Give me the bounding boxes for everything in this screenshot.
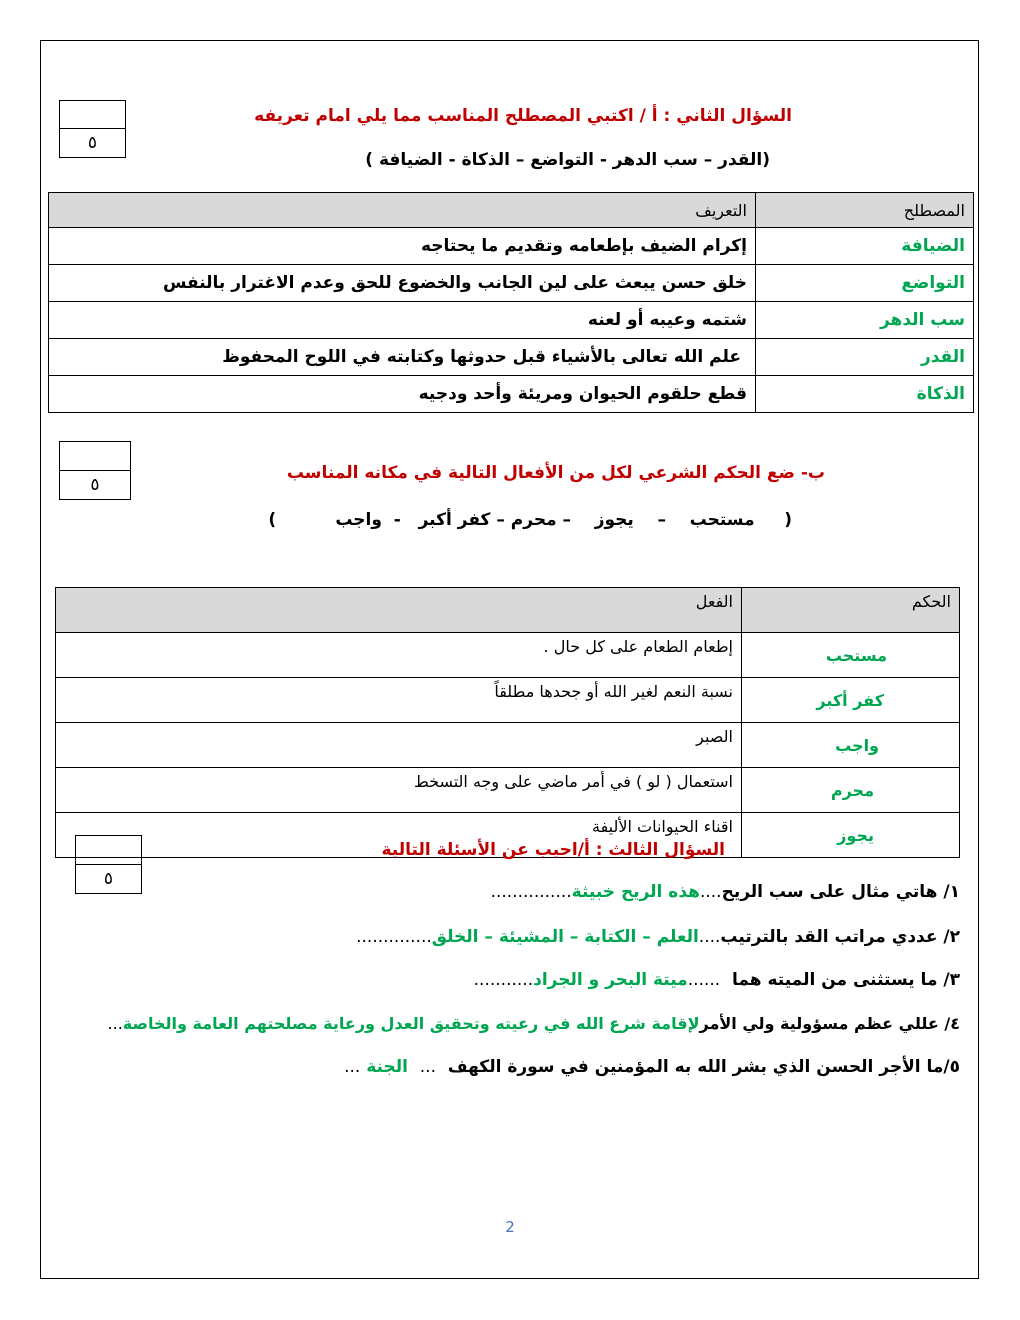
rule-cell: كفر أكبر xyxy=(742,678,960,723)
term-cell: الذكاة xyxy=(756,376,974,413)
question-text: ١/ هاتي مثال على سب الريح xyxy=(721,882,960,902)
definition-cell: إكرام الضيف بإطعامه وتقديم ما يحتاجه xyxy=(49,228,756,265)
page-number: 2 xyxy=(505,1218,515,1236)
score-value: ٥ xyxy=(87,133,98,153)
term-cell: سب الدهر xyxy=(756,302,974,339)
table-header-row xyxy=(56,588,960,633)
rule-cell: مستحب xyxy=(742,633,960,678)
answer-text: هذه الريح خبيثة xyxy=(571,882,700,902)
score-value: ٥ xyxy=(90,474,100,495)
table-row xyxy=(56,678,960,723)
table-row xyxy=(49,302,974,339)
table-row xyxy=(56,633,960,678)
table-row xyxy=(56,723,960,768)
table-row xyxy=(49,376,974,413)
term-cell: التواضع xyxy=(756,265,974,302)
table-row xyxy=(56,768,960,813)
action-cell: استعمال ( لو ) في أمر ماضي على وجه التسخط xyxy=(56,768,742,813)
term-cell: القدر xyxy=(756,339,974,376)
action-cell: الصبر xyxy=(56,723,742,768)
definition-cell: قطع حلقوم الحيوان ومريئة وأحد ودجيه xyxy=(49,376,756,413)
question-text: ٥/ما الأجر الحسن الذي بشر الله به المؤمنين في سورة الكهف xyxy=(447,1057,960,1077)
rule-cell: واجب xyxy=(742,723,960,768)
table-row xyxy=(49,265,974,302)
table-row xyxy=(49,339,974,376)
table-row xyxy=(49,228,974,265)
q3-item-4: ٤/ عللي عظم مسؤولية ولي الأمرلإقامة شرع الله في رعيته وتحقيق العدل ورعاية مصلحتهم العامة والخاصة... xyxy=(107,1014,960,1033)
q3-item-5: ٥/ما الأجر الحسن الذي بشر الله به المؤمنين في سورة الكهف ... الجنة ... xyxy=(344,1057,960,1077)
score-value: ٥ xyxy=(103,868,114,889)
action-cell: إطعام الطعام على كل حال . xyxy=(56,633,742,678)
score-box-q2a xyxy=(59,100,126,158)
action-cell: نسبة النعم لغير الله أو جحدها مطلقاً xyxy=(56,678,742,723)
score-box-q2b xyxy=(59,441,131,500)
question-text: ٤/ عللي عظم مسؤولية ولي الأمر xyxy=(699,1014,960,1033)
rule-cell: يجوز xyxy=(742,813,960,858)
header-rule: الحكم xyxy=(742,588,960,633)
definition-cell: علم الله تعالى بالأشياء قبل حدوثها وكتابته في اللوح المحفوظ xyxy=(49,339,756,376)
header-term: المصطلح xyxy=(756,193,974,228)
answer-text: ميتة البحر و الجراد xyxy=(533,970,688,990)
header-definition: التعريف xyxy=(49,193,756,228)
rule-cell: محرم xyxy=(742,768,960,813)
answer-text: لإقامة شرع الله في رعيته وتحقيق العدل ورعاية مصلحتهم العامة والخاصة xyxy=(122,1014,700,1033)
question-text: ٢/ عددي مراتب القد بالترتيب xyxy=(720,927,960,947)
q3-item-2: ٢/ عددي مراتب القد بالترتيب....العلم – الكتابة – المشيئة – الخلق.............. xyxy=(356,927,960,947)
q3-item-1: ١/ هاتي مثال على سب الريح....هذه الريح خبيثة............... xyxy=(490,882,960,902)
q3-title: السؤال الثالث : أ/اجيب عن الأسئلة التالية xyxy=(381,840,725,860)
table-header-row xyxy=(49,193,974,228)
rulings-table xyxy=(55,587,960,858)
answer-text: العلم – الكتابة – المشيئة – الخلق xyxy=(431,927,699,947)
q2-word-bank: (القدر – سب الدهر - التواضع – الذكاة - الضيافة ) xyxy=(365,150,770,170)
question-text: ٣/ ما يستثنى من الميته هما xyxy=(732,970,960,990)
q2b-title: ب- ضع الحكم الشرعي لكل من الأفعال التالية في مكانه المناسب xyxy=(286,463,825,483)
definition-cell: خلق حسن يبعث على لين الجانب والخضوع للحق وعدم الاغترار بالنفس xyxy=(49,265,756,302)
action-cell: اقناء الحيوانات الأليفة xyxy=(56,813,742,858)
header-action: الفعل xyxy=(56,588,742,633)
definition-cell: شتمه وعيبه أو لعنه xyxy=(49,302,756,339)
answer-text: الجنة xyxy=(366,1057,408,1077)
q2b-word-bank: ( مستحب – يجوز – محرم – كفر أكبر - واجب ) xyxy=(268,510,792,530)
q2-title: السؤال الثاني : أ / اكتبي المصطلح المناسب مما يلي امام تعريفه xyxy=(254,106,792,126)
terms-table xyxy=(48,192,974,413)
term-cell: الضيافة xyxy=(756,228,974,265)
q3-item-3: ٣/ ما يستثنى من الميته هما ......ميتة البحر و الجراد........... xyxy=(473,970,960,990)
